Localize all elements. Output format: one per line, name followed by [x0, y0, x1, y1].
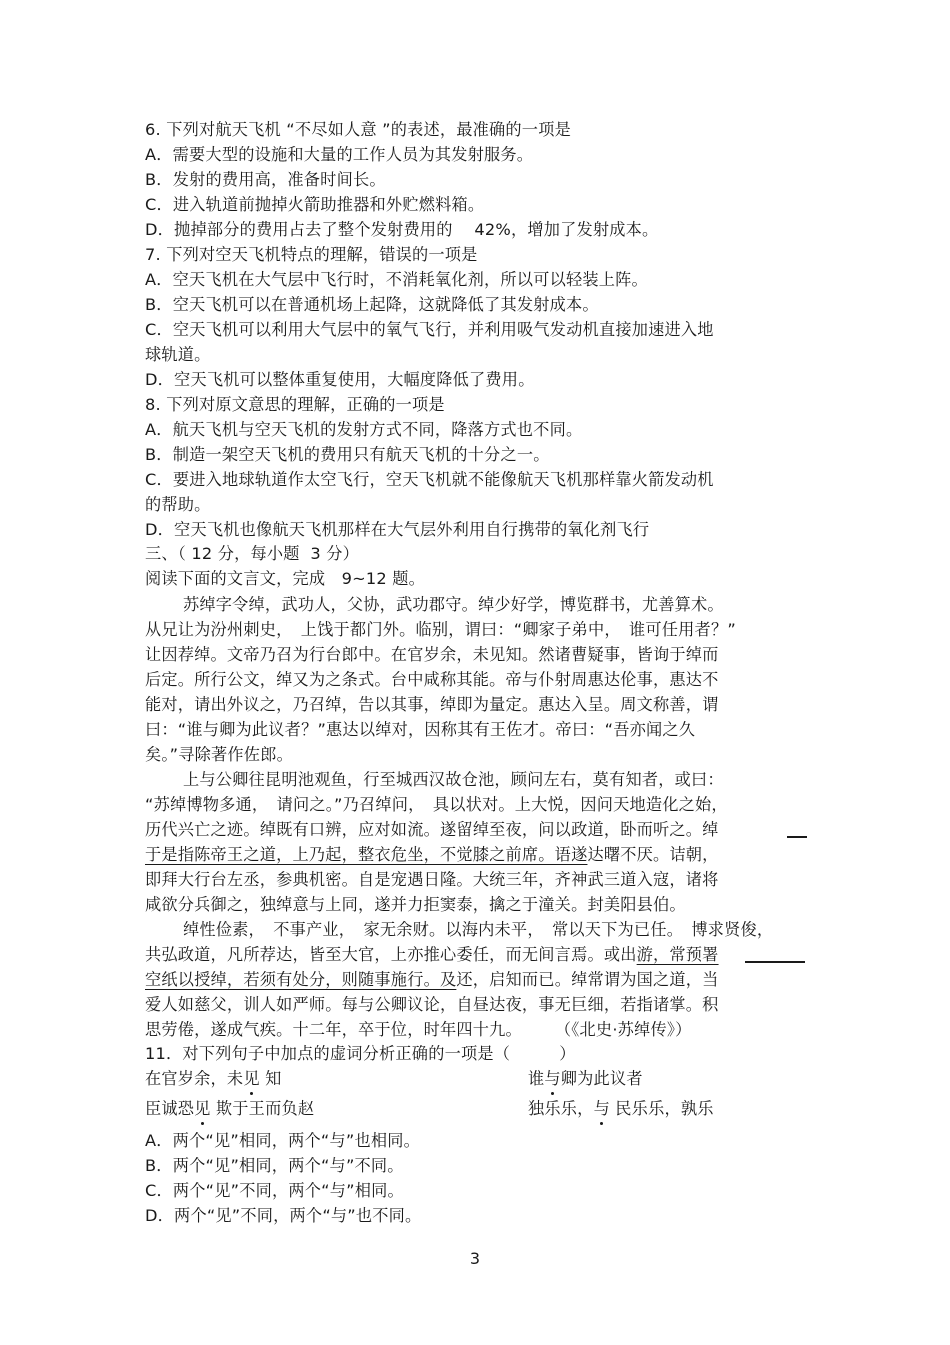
- dotted-character: 与: [544, 1069, 561, 1088]
- underlined-sentence: 游，常预署: [636, 945, 719, 964]
- passage-p2-line4: [145, 844, 719, 866]
- passage-p1-line3: 让因荐绰。文帝乃召为行台郎中。在官岁余，未见知。然诸曹疑事，皆询于绰而: [145, 645, 719, 664]
- passage-p2-line2: “苏绰博物多通， 请问之。”乃召绰问， 具以状对。上大悦，因问天地造化之始，: [145, 795, 728, 814]
- q7-option-d: D．空天飞机可以整体重复使用，大幅度降低了费用。: [145, 370, 535, 389]
- q7-stem: 7. 下列对空天飞机特点的理解，错误的一项是: [145, 245, 478, 264]
- q11-option-a: A．两个“见”相同，两个“与”也相同。: [145, 1131, 421, 1150]
- q11-option-d: D．两个“见”不同，两个“与”也不同。: [145, 1206, 422, 1225]
- q7-option-c-line2: 球轨道。: [145, 345, 211, 364]
- sentence-text: 独乐乐，: [528, 1099, 594, 1118]
- q6-option-c: C．进入轨道前抛掉火箭助推器和外贮燃料箱。: [145, 195, 485, 214]
- passage-text: 共弘政道，凡所荐达，皆至大官，上亦推心委任，而无间言焉。或出: [145, 945, 637, 964]
- underline-mark: [787, 836, 807, 838]
- passage-p2-line3: 历代兴亡之迹。绰既有口辨，应对如流。遂留绰至夜，问以政道，卧而听之。绰: [145, 820, 719, 839]
- q11-sentence-1: [145, 1068, 281, 1090]
- sentence-text: 欺于王而负赵: [210, 1099, 315, 1118]
- passage-p3-line4: 爱人如慈父，训人如严师。每与公卿议论，自昼达夜，事无巨细，若指诸掌。积: [145, 995, 719, 1014]
- q11-sentence-4: [528, 1098, 714, 1120]
- passage-p2-line1: 上与公卿往昆明池观鱼，行至城西汉故仓池，顾问左右，莫有知者，或曰：: [183, 770, 724, 789]
- q6-option-b: B．发射的费用高，准备时间长。: [145, 170, 386, 189]
- q8-option-c-line2: 的帮助。: [145, 495, 211, 514]
- passage-text: 还，启知而已。绰常谓为国之道，当: [456, 970, 719, 989]
- passage-p3-line1: 绰性俭素， 不事产业， 家无余财。以海内未平， 常以天下为已任。 博求贤俊，: [183, 920, 774, 939]
- passage-p1-line6: 曰：“谁与卿为此议者？”惠达以绰对，因称其有王佐才。帝曰：“吾亦闻之久: [145, 720, 696, 739]
- sentence-text: 谁: [528, 1069, 545, 1088]
- sentence-text: 臣诚恐: [145, 1099, 195, 1118]
- q6-stem: 6. 下列对航天飞机 “不尽如人意 ”的表述，最准确的一项是: [145, 120, 571, 139]
- sentence-text: 民乐乐，孰乐: [609, 1099, 714, 1118]
- passage-p1-line1: 苏绰字令绰，武功人，父协，武功郡守。绰少好学，博览群书，尤善算术。: [183, 595, 724, 614]
- passage-text: 达曙不厌。诘朝，: [587, 845, 719, 864]
- q8-option-d: D．空天飞机也像航天飞机那样在大气层外利用自行携带的氧化剂飞行: [145, 520, 650, 539]
- q11-option-b: B．两个“见”相同，两个“与”不同。: [145, 1156, 404, 1175]
- passage-p2-line6: 咸欲分兵御之，独绰意与上同，遂并力拒窦泰，擒之于潼关。封美阳县伯。: [145, 895, 686, 914]
- dotted-character: 见: [194, 1099, 211, 1118]
- page-number: 3: [469, 1249, 481, 1268]
- q7-option-b: B．空天飞机可以在普通机场上起降，这就降低了其发射成本。: [145, 295, 599, 314]
- q7-option-c-line1: C．空天飞机可以利用大气层中的氧气飞行，并利用吸气发动机直接加速进入地: [145, 320, 714, 339]
- passage-p1-line2: 从兄让为汾州刺史， 上饯于都门外。临别，谓曰：“卿家子弟中， 谁可任用者？”: [145, 620, 736, 639]
- q8-stem: 8. 下列对原文意思的理解，正确的一项是: [145, 395, 445, 414]
- underlined-sentence: 于是指陈帝王之道，上乃起，整衣危坐，不觉膝之前席。语遂: [145, 845, 588, 864]
- passage-p1-line5: 能对，请出外议之，乃召绰，告以其事，绰即为量定。惠达入呈。周文称善，谓: [145, 695, 719, 714]
- passage-p2-line5: 即拜大行台左丞，参典机密。自是宠遇日隆。大统三年，齐神武三道入寇，诸将: [145, 870, 719, 889]
- underlined-sentence: 空纸以授绰，若须有处分，则随事施行。及: [145, 970, 457, 989]
- section-heading: 三、（ 12 分，每小题 3 分）: [145, 544, 359, 563]
- passage-p3-line3: [145, 969, 719, 991]
- q8-option-c-line1: C．要进入地球轨道作太空飞行，空天飞机就不能像航天飞机那样靠火箭发动机: [145, 470, 714, 489]
- passage-p3-line5: 思劳倦，遂成气疾。十二年，卒于位，时年四十九。 （《北史·苏绰传》）: [145, 1020, 692, 1039]
- q6-option-d: D．抛掉部分的费用占去了整个发射费用的 42%，增加了发射成本。: [145, 220, 659, 239]
- q11-stem: 11．对下列句子中加点的虚词分析正确的一项是（ ）: [145, 1044, 576, 1063]
- sentence-text: 在官岁余，未: [145, 1069, 244, 1088]
- passage-p1-line7: 矣。”寻除著作佐郎。: [145, 745, 293, 764]
- sentence-text: 知: [259, 1069, 282, 1088]
- q6-option-a: A．需要大型的设施和大量的工作人员为其发射服务。: [145, 145, 534, 164]
- q7-option-a: A．空天飞机在大气层中飞行时，不消耗氧化剂，所以可以轻装上阵。: [145, 270, 648, 289]
- underline-mark: [745, 961, 805, 963]
- passage-p3-line2: [145, 944, 719, 966]
- q11-sentence-3: [145, 1098, 314, 1120]
- sentence-text: 卿为此议者: [560, 1069, 643, 1088]
- dotted-character: 与: [593, 1099, 610, 1118]
- q11-option-c: C．两个“见”不同，两个“与”相同。: [145, 1181, 404, 1200]
- section-instruction: 阅读下面的文言文，完成 9~12 题。: [145, 569, 426, 588]
- q11-sentence-2: [528, 1068, 643, 1090]
- q8-option-b: B．制造一架空天飞机的费用只有航天飞机的十分之一。: [145, 445, 550, 464]
- q8-option-a: A．航天飞机与空天飞机的发射方式不同，降落方式也不同。: [145, 420, 583, 439]
- passage-p1-line4: 后定。所行公文，绰又为之条式。台中咸称其能。帝与仆射周惠达伦事，惠达不: [145, 670, 719, 689]
- dotted-character: 见: [243, 1069, 260, 1088]
